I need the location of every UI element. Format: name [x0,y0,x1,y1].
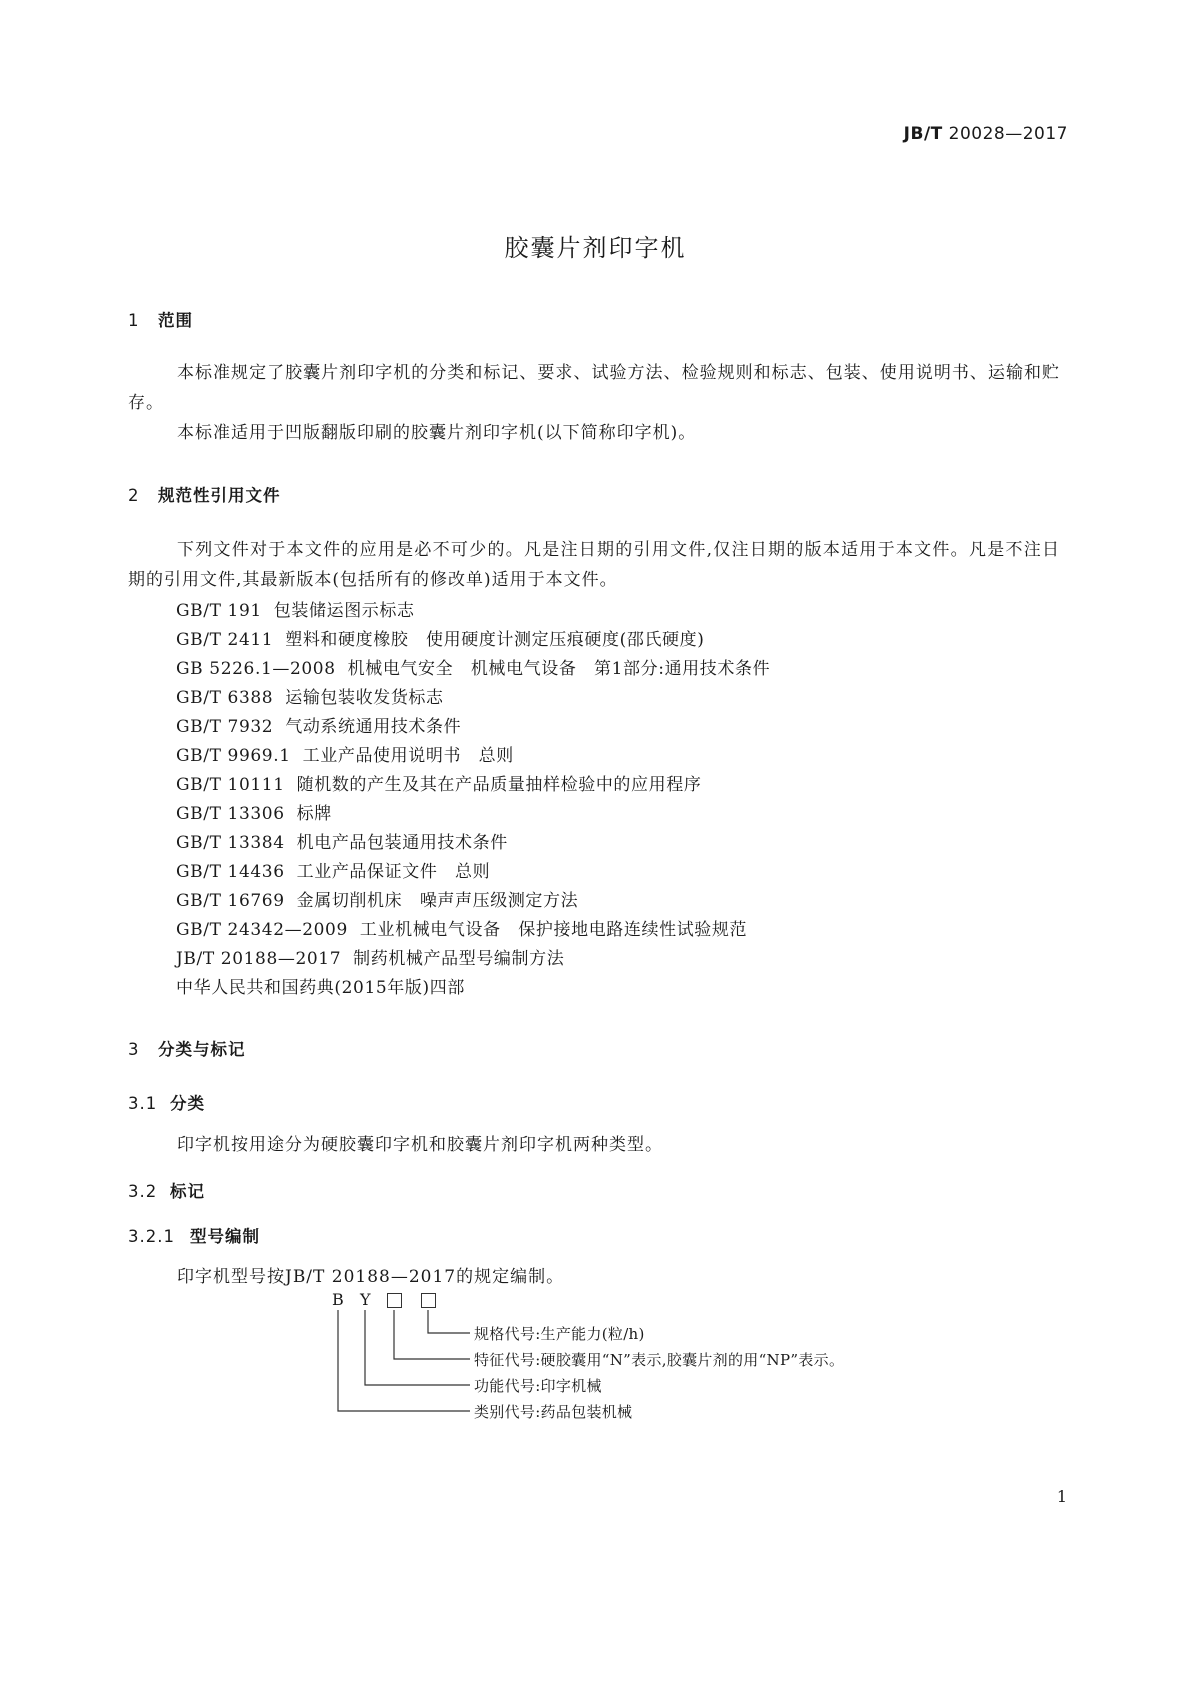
section-number: 1 [128,311,140,330]
section-number: 3.2 [128,1182,158,1201]
reference-item: GB/T 13384 机电产品包装通用技术条件 [176,833,508,853]
diagram-label-category: 类别代号:药品包装机械 [474,1403,633,1421]
diagram-label-spec: 规格代号:生产能力(粒/h) [474,1325,645,1343]
section-1-paragraph-2: 本标准适用于凹版翻版印刷的胶囊片剂印字机(以下简称印字机)。 [177,423,697,443]
reference-item: 中华人民共和国药典(2015年版)四部 [176,978,465,998]
leader-line [365,1310,470,1385]
reference-item: GB/T 2411 塑料和硬度橡胶 使用硬度计测定压痕硬度(邵氏硬度) [176,630,705,650]
reference-item: GB/T 191 包装储运图示标志 [176,601,415,621]
section-number: 3.2.1 [128,1227,175,1246]
reference-item: GB/T 7932 气动系统通用技术条件 [176,717,462,737]
reference-item: GB/T 16769 金属切削机床 噪声声压级测定方法 [176,891,579,911]
document-title: 胶囊片剂印字机 [504,234,687,262]
diagram-label-function: 功能代号:印字机械 [474,1377,602,1395]
section-title: 规范性引用文件 [158,486,281,505]
section-title: 分类与标记 [158,1040,246,1059]
reference-item: GB/T 10111 随机数的产生及其在产品质量抽样检验中的应用程序 [176,775,702,795]
model-letter-y: Y [360,1290,371,1309]
section-number: 3.1 [128,1094,158,1113]
reference-item: GB/T 13306 标牌 [176,804,332,824]
section-2-intro: 下列文件对于本文件的应用是必不可少的。凡是注日期的引用文件,仅注日期的版本适用于本文件。凡是不注日期的引用文件,其最新版本(包括所有的修改单)适用于本文件。 [128,540,1060,590]
reference-item: GB/T 14436 工业产品保证文件 总则 [176,862,491,882]
section-number: 2 [128,486,140,505]
leader-line [338,1310,470,1411]
leader-line [428,1310,470,1333]
section-3-2-1-text: 印字机型号按JB/T 20188—2017的规定编制。 [177,1267,565,1287]
section-title: 标记 [170,1182,205,1201]
reference-item: GB/T 6388 运输包装收发货标志 [176,688,444,708]
standard-code: 20028—2017 [948,124,1068,144]
section-1-paragraph-1: 本标准规定了胶囊片剂印字机的分类和标记、要求、试验方法、检验规则和标志、包装、使用说明书、运输和贮存。 [128,363,1060,413]
section-title: 范围 [158,311,193,330]
section-number: 3 [128,1040,140,1059]
reference-item: GB/T 9969.1 工业产品使用说明书 总则 [176,746,514,766]
diagram-label-feature: 特征代号:硬胶囊用“N”表示,胶囊片剂的用“NP”表示。 [474,1351,845,1369]
reference-item: JB/T 20188—2017 制药机械产品型号编制方法 [176,949,565,969]
section-title: 分类 [170,1094,205,1113]
page-number: 1 [1056,1487,1067,1506]
reference-item: GB/T 24342—2009 工业机械电气设备 保护接地电路连续性试验规范 [176,920,748,940]
section-title: 型号编制 [190,1227,260,1246]
section-3-1-text: 印字机按用途分为硬胶囊印字机和胶囊片剂印字机两种类型。 [177,1135,663,1155]
standard-prefix: JB/T [903,124,943,144]
model-letter-b: B [332,1290,344,1309]
reference-item: GB 5226.1—2008 机械电气安全 机械电气设备 第1部分:通用技术条件 [176,659,771,679]
leader-line [394,1310,470,1359]
